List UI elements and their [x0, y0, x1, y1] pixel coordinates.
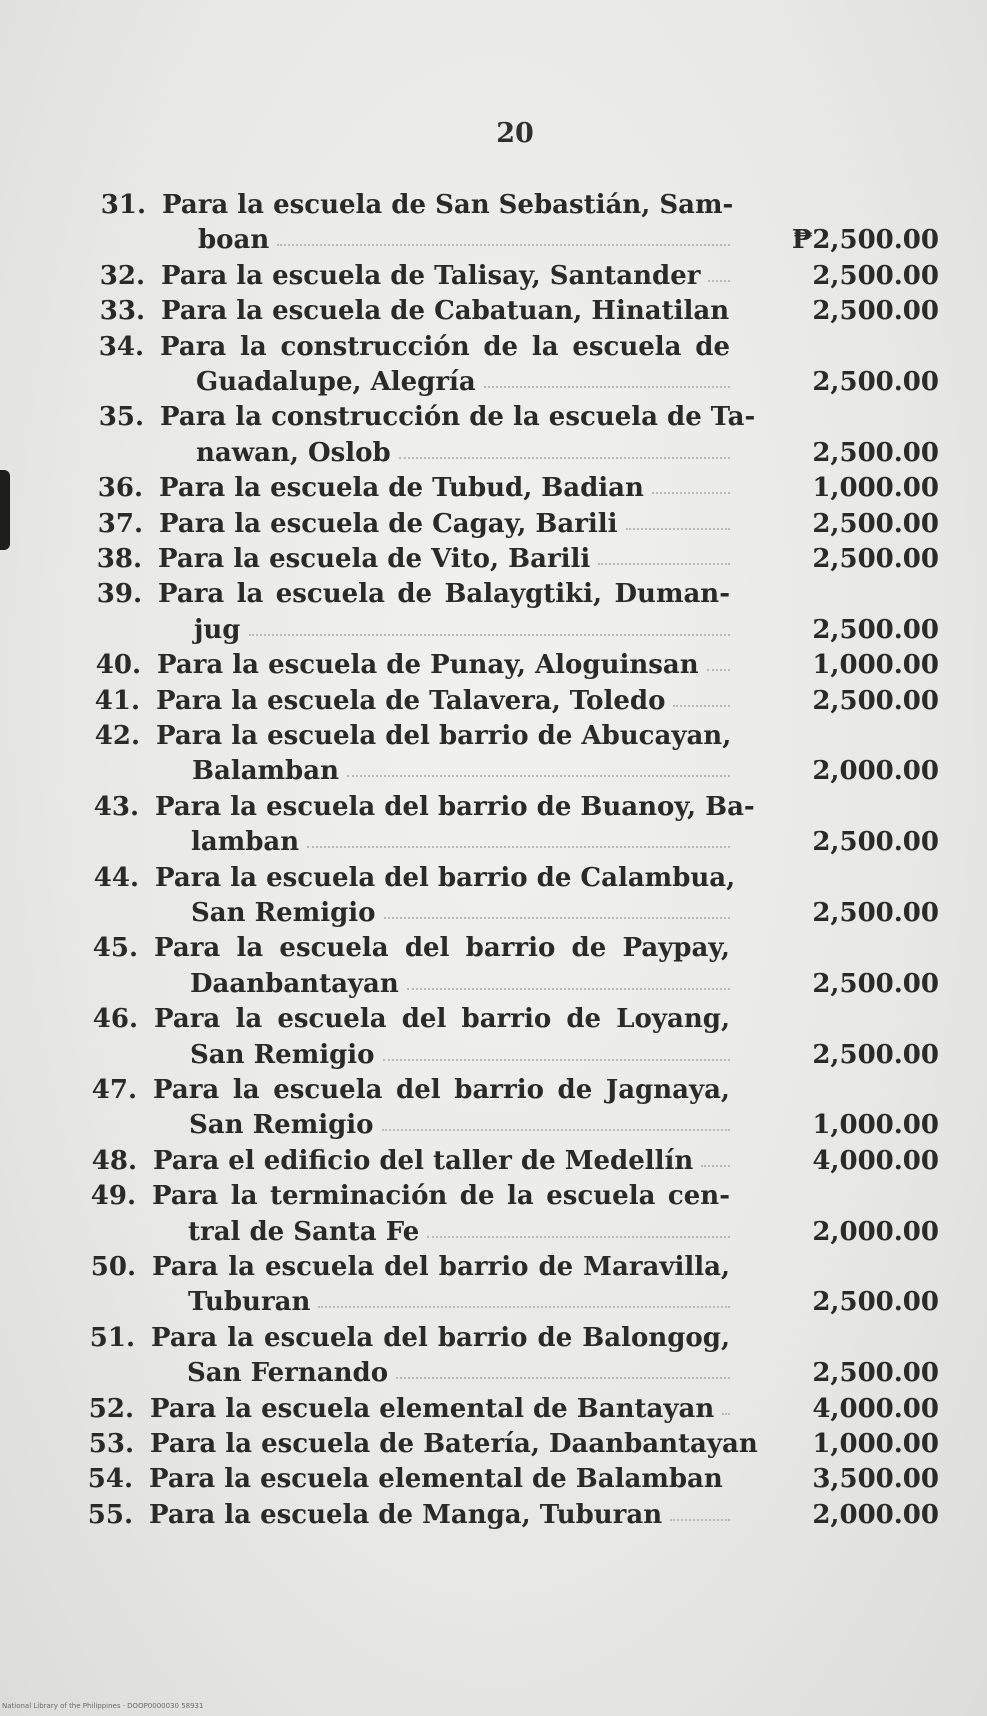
entry-line	[0, 613, 987, 647]
entry-number: 43.	[93, 791, 139, 822]
entry-line	[0, 294, 987, 328]
entry-number: 31.	[100, 190, 146, 220]
entry-amount: 2,500.00	[812, 827, 939, 858]
entry-amount: 2,500.00	[812, 437, 939, 468]
entry-number: 34.	[98, 331, 144, 362]
page-number: 20	[496, 118, 534, 149]
entry-text: lamban	[191, 827, 300, 858]
entry-amount: 2,500.00	[812, 544, 939, 574]
entry-line	[0, 825, 987, 859]
entry-text: Para la escuela del barrio de Loyang,	[154, 1004, 730, 1035]
entry-amount: 2,500.00	[812, 685, 939, 716]
entry-text: San Remigio	[191, 898, 376, 928]
entry-line	[0, 259, 987, 293]
entry-text: Para la escuela de Talisay, Santander	[161, 260, 701, 291]
entry-text: Para la escuela de Batería, Daanbantayan	[150, 1429, 758, 1459]
entry-text: boan	[198, 225, 270, 256]
entry-line	[0, 1498, 987, 1532]
entry-amount: 1,000.00	[812, 473, 939, 504]
entry-line	[0, 754, 987, 788]
entry-text: Para la construcción de la escuela de Ta-	[160, 402, 756, 433]
entry-number: 52.	[88, 1393, 134, 1424]
entry-text: Para la escuela de Balaygtiki, Duman-	[158, 579, 730, 610]
entry-line	[0, 1108, 987, 1142]
entry-text: Para la construcción de la escuela de	[160, 331, 730, 362]
entry-number: 42.	[94, 721, 140, 751]
dot-leader	[427, 1236, 730, 1238]
entry-amount: 1,000.00	[812, 1110, 939, 1141]
entry-number: 49.	[90, 1181, 136, 1212]
dot-leader	[652, 492, 730, 494]
entry-text: San Remigio	[190, 1039, 375, 1070]
entry-line	[0, 1356, 987, 1390]
dot-leader	[399, 457, 730, 459]
entry-text: Para la escuela del barrio de Maravilla,	[152, 1252, 730, 1282]
entry-line	[0, 471, 987, 505]
dot-leader	[318, 1306, 730, 1308]
entry-amount: 1,000.00	[812, 1429, 939, 1459]
entry-number: 35.	[98, 402, 144, 433]
dot-leader	[701, 1165, 730, 1167]
entry-line	[0, 1462, 987, 1496]
entry-line	[0, 1179, 987, 1213]
entry-line	[0, 188, 987, 222]
entry-number: 50.	[90, 1252, 136, 1282]
entry-text: Para el edificio del taller de Medellín	[153, 1145, 694, 1176]
entry-number: 36.	[97, 473, 143, 504]
dot-leader	[347, 775, 730, 777]
entry-text: Para la escuela del barrio de Jagnaya,	[153, 1075, 730, 1105]
entry-number: 33.	[99, 296, 145, 327]
entry-amount: 2,000.00	[812, 1499, 939, 1530]
entry-amount: 2,500.00	[812, 367, 939, 397]
entry-amount: 2,500.00	[812, 898, 939, 928]
entry-amount: 2,500.00	[812, 968, 939, 999]
dot-leader	[598, 563, 730, 565]
entry-line	[0, 1144, 987, 1178]
entry-number: 37.	[97, 508, 143, 539]
entry-line	[0, 1250, 987, 1284]
entry-number: 46.	[92, 1004, 138, 1035]
dot-leader	[396, 1377, 730, 1379]
dot-leader	[484, 386, 730, 388]
entry-number: 45.	[92, 933, 138, 964]
entry-number: 54.	[87, 1464, 133, 1495]
entry-line	[0, 223, 987, 257]
entry-text: Para la escuela de Talavera, Toledo	[156, 685, 666, 716]
dot-leader	[277, 244, 730, 246]
entry-amount: 2,000.00	[812, 1216, 939, 1247]
dot-leader	[307, 846, 730, 848]
entry-number: 41.	[94, 685, 140, 716]
entry-text: Para la escuela del barrio de Balongog,	[151, 1322, 730, 1353]
entry-number: 44.	[93, 862, 139, 893]
entry-number: 55.	[87, 1499, 133, 1530]
entry-amount: 2,500.00	[812, 614, 939, 645]
entry-line	[0, 1002, 987, 1036]
entry-line	[0, 967, 987, 1001]
entry-text: Daanbantayan	[190, 968, 399, 999]
entry-number: 40.	[95, 650, 141, 681]
entry-text: nawan, Oslob	[196, 437, 391, 468]
entry-line	[0, 931, 987, 965]
entry-amount: 4,000.00	[812, 1145, 939, 1176]
dot-leader	[670, 1519, 730, 1521]
entry-amount: 2,500.00	[812, 1358, 939, 1389]
entry-line	[0, 365, 987, 399]
entry-line	[0, 400, 987, 434]
entry-amount: 2,000.00	[812, 756, 939, 787]
entry-line	[0, 861, 987, 895]
dot-leader	[384, 917, 730, 919]
entry-text: Para la escuela de Punay, Aloguinsan	[157, 650, 699, 681]
entry-number: 38.	[96, 544, 142, 574]
entry-number: 51.	[89, 1322, 135, 1353]
entry-text: jug	[194, 614, 241, 645]
entry-text: Para la escuela de Vito, Barili	[158, 544, 591, 574]
entry-text: Para la escuela del barrio de Buanoy, Ba-	[155, 791, 755, 822]
entry-line	[0, 577, 987, 611]
entry-line	[0, 1038, 987, 1072]
entry-line	[0, 684, 987, 718]
entry-text: Para la escuela del barrio de Paypay,	[154, 933, 730, 964]
entry-amount: 2,500.00	[812, 1287, 939, 1318]
entry-text: Para la escuela elemental de Balamban	[149, 1464, 723, 1495]
entry-number: 32.	[99, 260, 145, 291]
entry-text: San Remigio	[189, 1110, 374, 1141]
entry-text: Para la escuela de Cagay, Barili	[159, 508, 618, 539]
dot-leader	[673, 705, 730, 707]
entry-line	[0, 330, 987, 364]
entry-text: Para la escuela de Cabatuan, Hinatilan	[161, 296, 730, 327]
entry-line	[0, 1392, 987, 1426]
entry-amount: 2,500.00	[812, 260, 939, 291]
scan-footer-note: National Library of the Philippines · DOOP0000030 58931	[2, 1702, 204, 1710]
entry-line	[0, 542, 987, 576]
dot-leader	[407, 988, 730, 990]
entry-text: Para la escuela de Tubud, Badian	[159, 473, 644, 504]
entry-text: Guadalupe, Alegría	[196, 367, 476, 397]
dot-leader	[249, 634, 731, 636]
entry-line	[0, 790, 987, 824]
entry-number: 47.	[91, 1075, 137, 1105]
entry-line	[0, 719, 987, 753]
entry-amount: 3,500.00	[812, 1464, 939, 1495]
entry-number: 53.	[88, 1429, 134, 1459]
entry-line	[0, 1427, 987, 1461]
entry-text: Balamban	[192, 756, 339, 787]
entry-text: Para la terminación de la escuela cen-	[152, 1181, 730, 1212]
dot-leader	[383, 1059, 730, 1061]
entry-amount: 1,000.00	[812, 650, 939, 681]
entry-line	[0, 436, 987, 470]
entry-line	[0, 896, 987, 930]
dot-leader	[626, 528, 730, 530]
entry-number: 39.	[96, 579, 142, 610]
entry-text: Para la escuela de Manga, Tuburan	[149, 1499, 663, 1530]
entry-line	[0, 1285, 987, 1319]
entry-text: Para la escuela del barrio de Abucayan,	[156, 721, 732, 751]
entry-line	[0, 1215, 987, 1249]
entry-amount: 2,500.00	[812, 508, 939, 539]
entry-line	[0, 648, 987, 682]
entry-amount: 2,500.00	[812, 296, 939, 327]
entry-text: Para la escuela elemental de Bantayan	[150, 1393, 715, 1424]
dot-leader	[722, 1413, 730, 1415]
dot-leader	[708, 280, 730, 282]
dot-leader	[707, 669, 730, 671]
entry-text: Para la escuela de San Sebastián, Sam-	[162, 190, 734, 220]
entry-line	[0, 1321, 987, 1355]
entry-amount: ₱2,500.00	[791, 225, 939, 256]
entry-line	[0, 1073, 987, 1107]
entry-line	[0, 507, 987, 541]
entry-text: Para la escuela del barrio de Calambua,	[155, 862, 736, 893]
entry-text: tral de Santa Fe	[188, 1216, 420, 1247]
dot-leader	[382, 1129, 730, 1131]
entry-amount: 4,000.00	[812, 1393, 939, 1424]
entry-amount: 2,500.00	[812, 1039, 939, 1070]
entry-text: San Fernando	[187, 1358, 389, 1389]
entry-number: 48.	[91, 1145, 137, 1176]
entry-text: Tuburan	[188, 1287, 311, 1318]
